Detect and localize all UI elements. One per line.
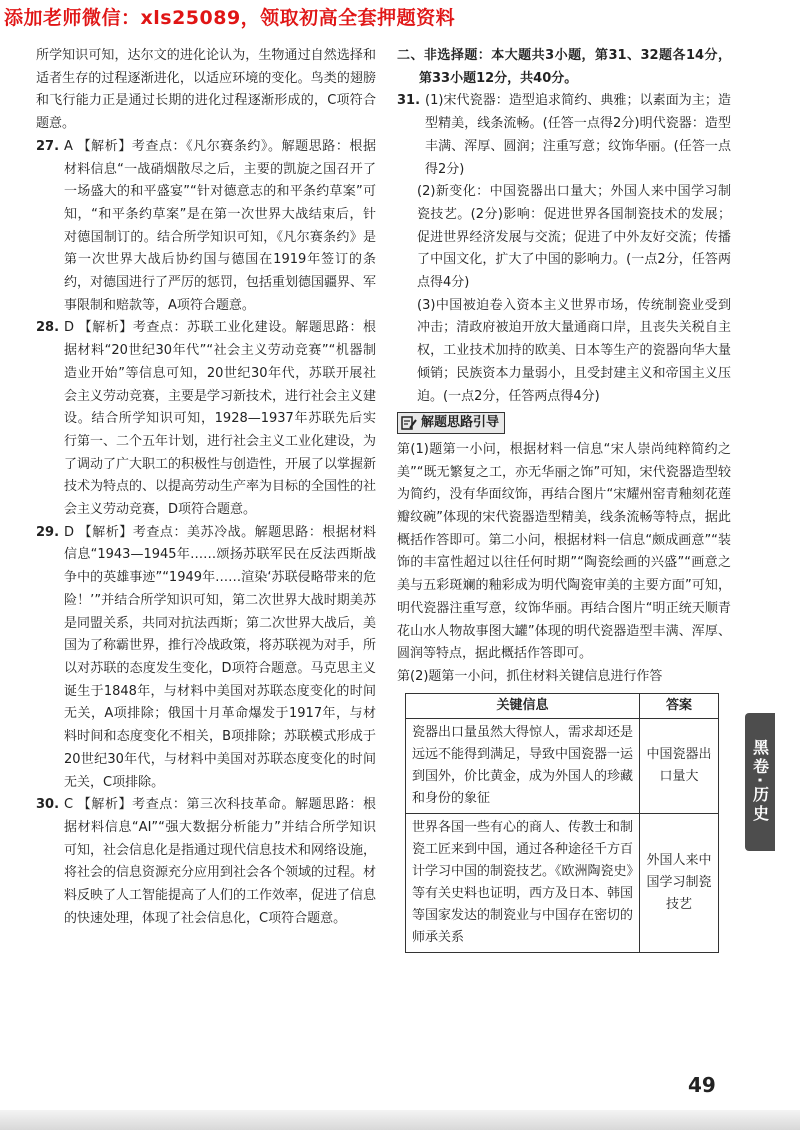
table-cell-info: 世界各国一些有心的商人、传教士和制瓷工匠来到中国，通过各种途径千方百计学习中国的制瓷技艺。《欧洲陶瓷史》等有关史料也证明，西方及日本、韩国等国家发达的制瓷业与中国存在密切的师承关系: [406, 813, 640, 952]
table-header-answer: 答案: [640, 693, 719, 718]
answer-part-1: (1)宋代瓷器：造型追求简约、典雅；以素面为主；造型精美，线条流畅。(任答一点得2分)明代瓷器：造型丰满、浑厚、圆润；注重写意；纹饰华丽。(任答一点得2分): [425, 93, 731, 177]
key-info-table: [405, 693, 719, 953]
question-text: A 【解析】考查点：《凡尔赛条约》。解题思路：根据材料信息“一战硝烟散尽之后，主要的凯旋之国召开了一场盛大的和平盛宴”“针对德意志的和平条约草案”可知，“和平条约草案”是在第一次世界大战结束后，针对德国制订的。结合所学知识可知，《凡尔赛条约》是第一次世界大战后协约国与德国在1919年签订的条约，对德国进行了严厉的惩罚，包括重划德国疆界、军事限制和赔款等，A项符合题意。: [64, 138, 377, 313]
guide-title: 解题思路引导: [421, 415, 500, 431]
question-number: 31.: [397, 93, 421, 109]
intro-paragraph: 所学知识可知，达尔文的进化论认为，生物通过自然选择和适者生存的过程逐渐进化，以适应环境的变化。鸟类的翅膀和飞行能力正是通过长期的进化过程逐渐形成的，C项符合题意。: [36, 48, 376, 132]
table-row: [406, 813, 719, 952]
question-31: [397, 90, 731, 181]
table-header-row: [406, 693, 719, 718]
left-column: [36, 45, 376, 930]
guide-label: [397, 412, 505, 434]
side-tab-label: 黑卷·历史: [750, 739, 770, 825]
table-cell-info: 瓷器出口量虽然大得惊人，需求却还是远远不能得到满足，导致中国瓷器一运到国外，价比黄金，成为外国人的珍藏和身份的象征: [406, 718, 640, 813]
promo-banner: 添加老师微信：xls25089，领取初高全套押题资料: [4, 6, 456, 29]
question-number: 28.: [36, 320, 60, 336]
section-heading: 二、非选择题：本大题共3小题，第31、32题各14分，第33小题12分，共40分。: [397, 48, 731, 86]
table-cell-answer: 中国瓷器出口量大: [640, 718, 719, 813]
page-number: 49: [688, 1073, 716, 1097]
pencil-note-icon: [401, 416, 417, 430]
table-header-info: 关键信息: [406, 693, 640, 718]
right-column: [397, 45, 731, 953]
table-row: [406, 718, 719, 813]
question-text: D 【解析】考查点：美苏冷战。解题思路：根据材料信息“1943—1945年……颂扬苏联军民在反法西斯战争中的英雄事迹”“1949年……渲染‘苏联侵略带来的危险！’”并结合所学知识可知，第二次世界大战时期美苏是同盟关系，共同对抗法西斯；第二次世界大战后，美国为了称霸世界，推行冷战政策，将苏联视为对手，所以对苏联的态度发生变化，D项符合题意。马克思主义诞生于1848年，与材料中美国对苏联态度变化的时间无关，A项排除；俄国十月革命爆发于1917年，与材料时间和态度变化不相关，B项排除；苏联模式形成于20世纪30年代，与材料中美国对苏联态度变化的时间无关，C项排除。: [64, 524, 377, 790]
question-29: [36, 522, 376, 794]
subject-side-tab: [745, 713, 775, 851]
question-text: D 【解析】考查点：苏联工业化建设。解题思路：根据材料“20世纪30年代”“社会主义劳动竞赛”“机器制造业开始”等信息可知，20世纪30年代，苏联开展社会主义劳动竞赛，主要是学习新技术，进行社会主义建设。结合所学知识可知，1928—1937年苏联先后实行第一、二个五年计划，进行社会主义工业化建设，为了调动了广大职工的积极性与创造性，开展了以掌握新技术为特点的、以提高劳动生产率为目标的全国性的社会主义劳动竞赛，D项符合题意。: [64, 320, 377, 518]
question-number: 27.: [36, 138, 60, 154]
question-27: [36, 136, 376, 318]
question-28: [36, 317, 376, 521]
table-cell-answer: 外国人来中国学习制瓷技艺: [640, 813, 719, 952]
question-30: [36, 794, 376, 930]
question-text: C 【解析】考查点：第三次科技革命。解题思路：根据材料信息“AI”“强大数据分析能力”并结合所学知识可知，社会信息化是指通过现代信息技术和网络设施，将社会的信息资源充分应用到社会各个领域的过程。材料反映了人工智能提高了人们的工作效率，促进了信息的快速处理，体现了社会信息化，C项符合题意。: [64, 797, 377, 926]
scan-edge-shadow: [0, 1110, 800, 1130]
guide-paragraph-2: 第(2)题第一小问，抓住材料关键信息进行作答: [397, 668, 663, 684]
question-number: 30.: [36, 797, 60, 813]
guide-paragraph-1: 第(1)题第一小问，根据材料一信息“宋人崇尚纯粹简约之美”“既无繁复之工，亦无华丽之饰”可知，宋代瓷器造型较为简约，没有华面纹饰，再结合图片“宋耀州窑青釉刻花莲瓣纹碗”体现的宋代瓷器造型精美，线条流畅等特点，据此概括作答即可。第二小问，根据材料一信息“颇成画意”“装饰的丰富性超过以往任何时期”“陶瓷绘画的兴盛”“画意之美与五彩斑斓的釉彩成为明代陶瓷审美的主要方面”可知，明代瓷器注重写意，纹饰华丽。再结合图片“明正统天顺青花山水人物故事图大罐”体现的明代瓷器造型丰满、浑厚、圆润等特点，据此概括作答即可。: [397, 441, 731, 662]
question-number: 29.: [36, 524, 60, 540]
answer-part-2: (2)新变化：中国瓷器出口量大；外国人来中国学习制瓷技艺。(2分)影响：促进世界各国制瓷技术的发展；促进世界经济发展与交流；促进了中外友好交流；传播了中国文化，扩大了中国的影响力。(一点2分，任答两点得4分): [417, 184, 731, 291]
answer-part-3: (3)中国被迫卷入资本主义世界市场，传统制瓷业受到冲击；清政府被迫开放大量通商口岸，且丧失关税自主权，工业技术加持的欧美、日本等生产的瓷器向华大量倾销；民族资本力量弱小，且受封建主义和帝国主义压迫。(一点2分，任答两点得4分): [417, 297, 731, 404]
